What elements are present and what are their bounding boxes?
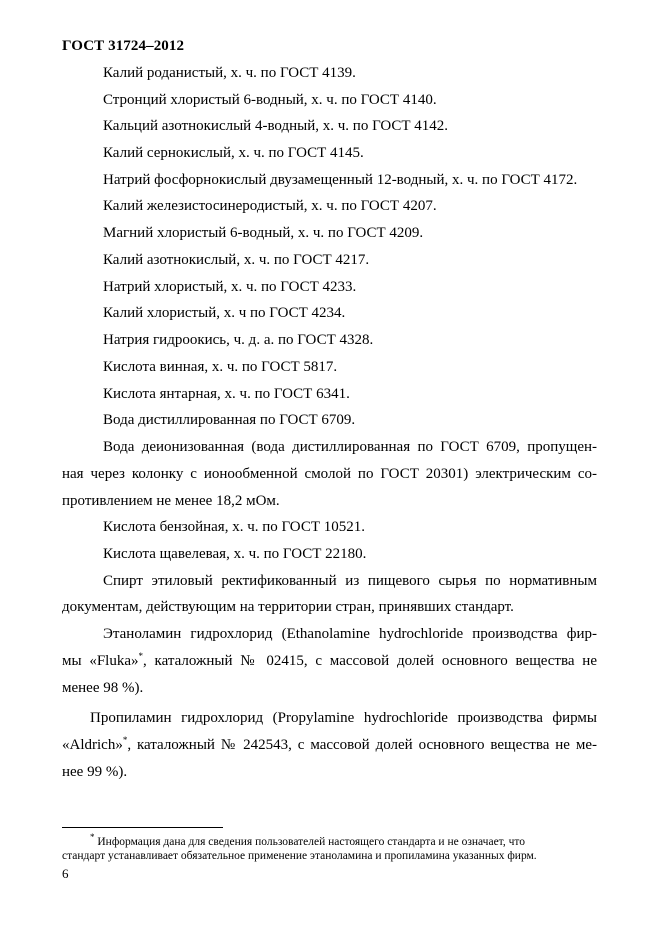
list-item: Натрий фосфорнокислый двузамещенный 12-водный, х. ч. по ГОСТ 4172. <box>103 172 578 188</box>
footnote-text: Информация дана для сведения пользователей настоящего стандарта и не означает, что <box>94 836 525 848</box>
paragraph-line: документам, действующим на территории стран, принявших стандарт. <box>62 599 514 615</box>
footnote-mark: * <box>90 832 95 843</box>
list-item: Калий азотнокислый, х. ч. по ГОСТ 4217. <box>103 252 370 268</box>
list-item: Калий хлористый, х. ч по ГОСТ 4234. <box>103 305 346 321</box>
list-item: Кислота щавелевая, х. ч. по ГОСТ 22180. <box>103 546 367 562</box>
list-item: Стронций хлористый 6-водный, х. ч. по ГОСТ 4140. <box>103 92 437 108</box>
footnote-divider <box>62 827 223 828</box>
footnote-line <box>90 832 525 849</box>
list-item: Натрий хлористый, х. ч. по ГОСТ 4233. <box>103 279 357 295</box>
footnote-reference: * <box>122 735 128 745</box>
list-item: Магний хлористый 6-водный, х. ч. по ГОСТ 4209. <box>103 225 424 241</box>
list-item: Кальций азотнокислый 4-водный, х. ч. по ГОСТ 4142. <box>103 118 449 134</box>
list-item: Калий роданистый, х. ч. по ГОСТ 4139. <box>103 65 356 81</box>
list-item: Вода дистиллированная по ГОСТ 6709. <box>103 412 356 428</box>
list-item: Кислота бензойная, х. ч. по ГОСТ 10521. <box>103 519 365 535</box>
page-number: 6 <box>62 866 69 881</box>
list-item: Натрия гидроокись, ч. д. а. по ГОСТ 4328. <box>103 332 374 348</box>
list-item: Кислота янтарная, х. ч. по ГОСТ 6341. <box>103 386 350 402</box>
document-header-title: ГОСТ 31724–2012 <box>62 38 185 54</box>
list-item: Калий железистосинеродистый, х. ч. по ГОСТ 4207. <box>103 198 437 214</box>
line-text: «Aldrich» <box>62 737 123 753</box>
paragraph-line <box>62 653 597 670</box>
line-text: , каталожный № 02415, с массовой долей основного вещества не <box>143 653 597 669</box>
line-text: мы «Fluka» <box>62 653 139 669</box>
paragraph-line <box>62 737 597 754</box>
footnote-line: стандарт устанавливает обязательное применение этаноламина и пропиламина указанных фирм. <box>62 850 537 862</box>
paragraph-line: Спирт этиловый ректификованный из пищевого сырья по нормативным <box>103 573 597 589</box>
paragraph-line: Вода деионизованная (вода дистиллированная по ГОСТ 6709, пропущен- <box>103 439 597 455</box>
line-text: , каталожный № 242543, с массовой долей основного вещества не ме- <box>127 737 597 753</box>
footnote-reference: * <box>138 651 144 661</box>
list-item: Калий сернокислый, х. ч. по ГОСТ 4145. <box>103 145 364 161</box>
paragraph-line: Этаноламин гидрохлорид (Ethanolamine hydrochloride производства фир- <box>103 626 597 642</box>
paragraph-line: менее 98 %). <box>62 680 144 696</box>
paragraph-line: Пропиламин гидрохлорид (Propylamine hydrochloride производства фирмы <box>90 710 597 726</box>
paragraph-line: ная через колонку с ионообменной смолой по ГОСТ 20301) электрическим со- <box>62 466 597 482</box>
list-item: Кислота винная, х. ч. по ГОСТ 5817. <box>103 359 338 375</box>
paragraph-line: противлением не менее 18,2 мОм. <box>62 493 280 509</box>
paragraph-line: нее 99 %). <box>62 764 128 780</box>
